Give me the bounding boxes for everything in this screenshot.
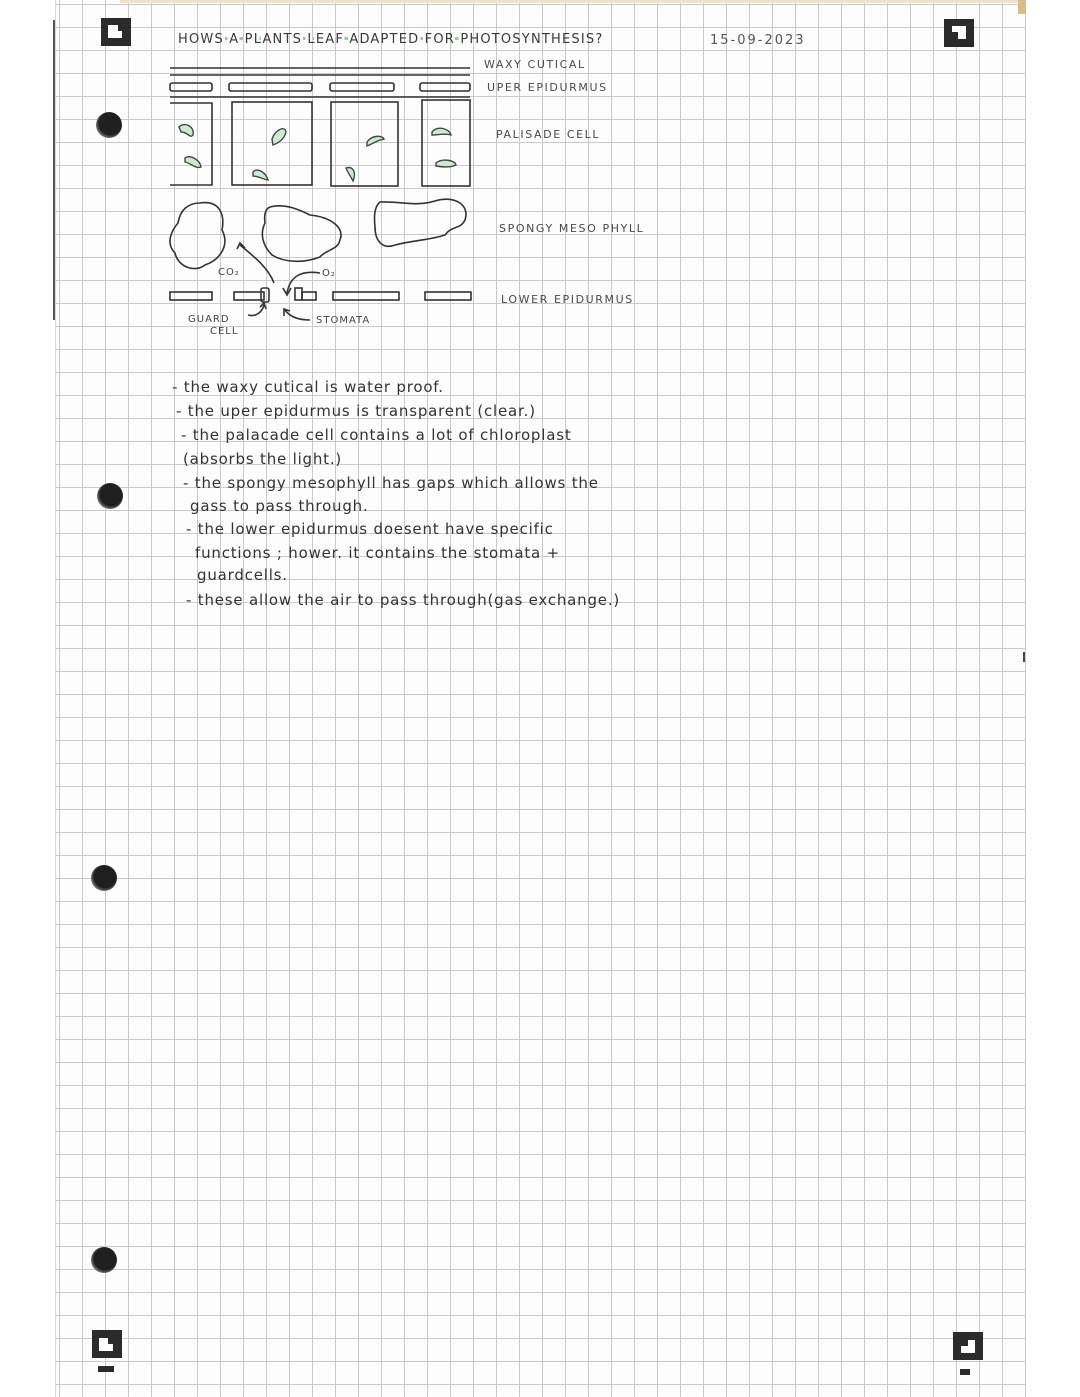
label-upper-epidermis: UPER EPIDURMUS	[487, 81, 608, 94]
upper-epidermis-cell	[170, 83, 212, 91]
chloroplasts	[179, 125, 456, 181]
upper-epidermis-cell	[420, 83, 470, 91]
o2-arrow	[287, 272, 320, 293]
paper-top-edge	[120, 0, 1020, 3]
label-guard-cell-2: CELL	[210, 326, 239, 337]
page-title: HOWS A PLANTS LEAF ADAPTED FOR PHOTOSYNTHESIS?	[178, 32, 604, 47]
stomata-pointer-arrow	[285, 310, 310, 320]
marker-dash-bottom-left	[98, 1366, 114, 1372]
note-line: - the uper epidurmus is transparent (clear.)	[176, 402, 536, 420]
spongy-mesophyll-cell	[375, 199, 466, 246]
marker-dash-bottom-right	[960, 1369, 970, 1375]
note-line: - the lower epidurmus doesent have specific	[186, 520, 554, 538]
label-co2: CO₂	[218, 267, 240, 278]
corner-marker-top-left-icon	[101, 18, 131, 46]
label-guard-cell-1: GUARD	[188, 314, 230, 325]
label-lower-epidermis: LOWER EPIDURMUS	[501, 293, 634, 306]
lower-epidermis-cell	[234, 292, 264, 300]
punch-hole-1	[96, 112, 122, 138]
leaf-cross-section-diagram	[160, 55, 480, 345]
punch-hole-2	[97, 483, 123, 509]
note-line: gass to pass through.	[190, 497, 369, 515]
paper-corner-tab	[1018, 0, 1026, 14]
note-line: - the palacade cell contains a lot of chloroplast	[181, 426, 572, 444]
label-waxy-cuticle: WAXY CUTICAL	[484, 58, 586, 71]
note-line: guardcells.	[197, 566, 288, 584]
palisade-cell	[232, 102, 312, 185]
punch-hole-3	[91, 865, 117, 891]
guard-cell	[295, 288, 302, 300]
page-date: 15-09-2023	[710, 33, 806, 48]
note-line: - the spongy mesophyll has gaps which allows the	[183, 474, 599, 492]
note-line: - these allow the air to pass through(gas exchange.)	[186, 591, 621, 609]
upper-epidermis-cell	[229, 83, 312, 91]
lower-epidermis-cell	[170, 292, 212, 300]
note-line: (absorbs the light.)	[183, 450, 343, 468]
label-palisade-cell: PALISADE CELL	[496, 128, 601, 141]
corner-marker-bottom-left-icon	[92, 1330, 122, 1358]
note-line: functions ; hower. it contains the stomata +	[195, 544, 560, 562]
palisade-cell	[422, 100, 470, 186]
label-spongy-mesophyll: SPONGY MESO PHYLL	[499, 222, 645, 235]
lower-epidermis-cell	[425, 292, 471, 300]
palisade-cell	[170, 103, 212, 185]
punch-hole-4	[91, 1247, 117, 1273]
spongy-mesophyll-cell	[170, 203, 225, 269]
corner-marker-top-right-icon	[944, 19, 974, 47]
palisade-cell	[331, 102, 398, 186]
label-stomata: STOMATA	[316, 315, 371, 326]
guard-cell-pointer-arrow	[248, 305, 264, 316]
spongy-mesophyll-cell	[262, 206, 341, 261]
pen-mark	[1023, 652, 1025, 662]
corner-marker-bottom-right-icon	[953, 1332, 983, 1360]
sheet-edge-shadow	[53, 20, 55, 320]
upper-epidermis-cell	[330, 83, 394, 91]
label-o2: O₂	[322, 268, 336, 279]
lower-epidermis-cell	[333, 292, 399, 300]
lower-epidermis-cell	[302, 292, 316, 300]
note-line: - the waxy cutical is water proof.	[172, 378, 444, 396]
